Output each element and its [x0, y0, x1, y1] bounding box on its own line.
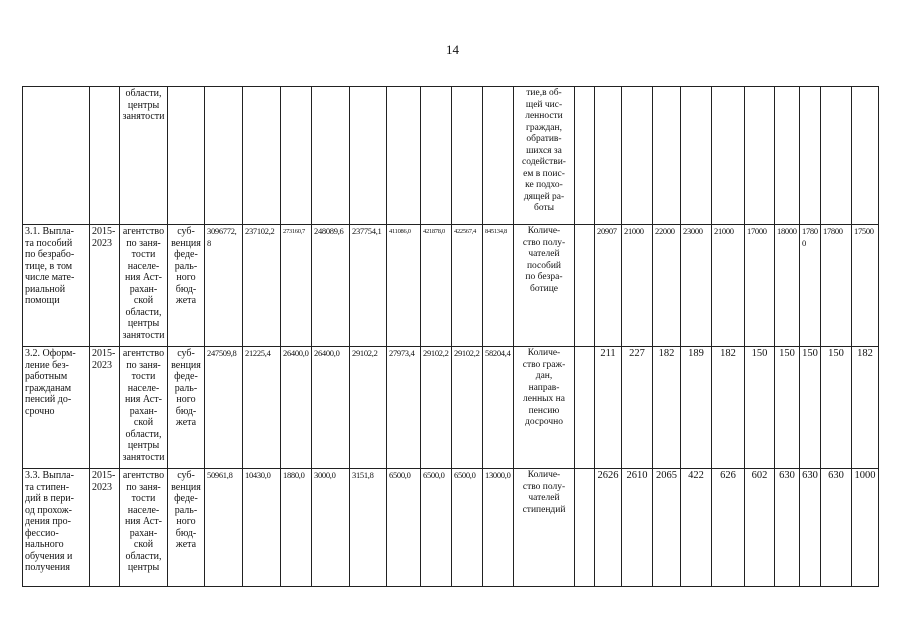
target-value-cell-text: 18000: [777, 226, 797, 236]
target-value-cell: [800, 347, 821, 469]
target-value-cell: [595, 87, 622, 225]
amount-cell: [387, 469, 421, 587]
indicator-cell: [514, 469, 575, 587]
amount-cell: [312, 87, 350, 225]
target-value-cell: [712, 87, 745, 225]
target-value-cell: [821, 225, 852, 347]
target-value-cell-text: 626: [720, 470, 736, 481]
amount-cell: [483, 347, 514, 469]
target-value-cell-text: 17500: [854, 226, 874, 236]
executor-cell-text: агентство по заня- тости населе- ния Аст- рахан- ской области, центры занятости: [122, 226, 165, 341]
period-cell: [90, 347, 120, 469]
target-value-cell: [800, 87, 821, 225]
target-value-cell: [852, 225, 879, 347]
amount-cell: [421, 87, 452, 225]
period-cell: [90, 87, 120, 225]
target-value-cell: [745, 87, 775, 225]
target-value-cell: [852, 87, 879, 225]
target-value-cell: [595, 347, 622, 469]
amount-cell-text: 29102,2: [454, 348, 480, 358]
target-value-cell-text: 1000: [854, 470, 876, 481]
executor-cell: [120, 347, 168, 469]
amount-cell: [483, 225, 514, 347]
amount-cell: [350, 225, 387, 347]
amount-cell: [205, 225, 243, 347]
target-value-cell-text: 227: [629, 348, 645, 359]
target-value-cell-text: 630: [779, 470, 795, 481]
target-value-cell-text: 630: [802, 470, 818, 481]
target-value-cell: [622, 469, 653, 587]
amount-cell-text: 29102,2: [423, 348, 449, 358]
amount-cell-text: 21225,4: [245, 348, 271, 358]
target-value-cell: [775, 225, 800, 347]
target-value-cell-text: 2610: [626, 470, 648, 481]
target-value-cell: [852, 347, 879, 469]
target-value-cell-text: 630: [828, 470, 844, 481]
target-value-cell: [745, 469, 775, 587]
target-value-cell: [745, 347, 775, 469]
activity-name-cell-text: 3.3. Выпла- та стипен- дий в пери- од прохож- дения про- фессио- нального обучения и получения: [25, 470, 74, 573]
indicator-cell-text: тие,в об- щей чис- ленности граждан, обратив- шихся за содействи- ем в поис- ке подхо- дящей ра- боты: [522, 88, 566, 213]
amount-cell-text: 50961,8: [207, 470, 233, 480]
target-value-cell: [681, 469, 712, 587]
amount-cell: [350, 347, 387, 469]
amount-cell: [452, 225, 483, 347]
amount-cell: [281, 225, 312, 347]
amount-cell: [387, 87, 421, 225]
target-value-cell: [821, 347, 852, 469]
period-cell-text: 2015- 2023: [92, 226, 116, 249]
executor-cell: [120, 87, 168, 225]
amount-cell: [312, 225, 350, 347]
period-cell-text: 2015- 2023: [92, 348, 116, 371]
amount-cell: [452, 469, 483, 587]
amount-cell: [243, 87, 281, 225]
amount-cell: [483, 469, 514, 587]
activity-name-cell: [23, 225, 90, 347]
blank-cell: [575, 87, 595, 225]
amount-cell-text: 421878,0: [423, 228, 445, 235]
amount-cell-text: 6500,0: [389, 470, 411, 480]
blank-cell: [575, 347, 595, 469]
target-value-cell: [622, 87, 653, 225]
target-value-cell: [681, 225, 712, 347]
target-value-cell-text: 182: [857, 348, 873, 359]
amount-cell: [387, 225, 421, 347]
amount-cell: [350, 87, 387, 225]
funding-source-cell-text: суб- венция феде- раль- ного бюд- жета: [171, 470, 201, 550]
activity-name-cell: [23, 87, 90, 225]
amount-cell-text: 422567,4: [454, 228, 476, 235]
target-value-cell-text: 211: [600, 348, 616, 359]
amount-cell-text: 13000,0: [485, 470, 511, 480]
target-value-cell: [653, 225, 681, 347]
executor-cell: [120, 225, 168, 347]
executor-cell-text: области, центры занятости: [122, 88, 165, 122]
amount-cell: [350, 469, 387, 587]
amount-cell-text: 248089,6: [314, 226, 344, 236]
activity-name-cell: [23, 347, 90, 469]
amount-cell: [421, 225, 452, 347]
amount-cell-text: 58204,4: [485, 348, 511, 358]
amount-cell: [312, 347, 350, 469]
target-value-cell: [821, 87, 852, 225]
amount-cell-text: 237102,2: [245, 226, 275, 236]
target-value-cell-text: 2626: [597, 470, 619, 481]
amount-cell: [205, 469, 243, 587]
amount-cell-text: 6500,0: [454, 470, 476, 480]
amount-cell: [281, 469, 312, 587]
target-value-cell: [712, 469, 745, 587]
activity-name-cell-text: 3.1. Выпла- та пособий по безрабо- тице, в том числе мате- риальной помощи: [25, 226, 75, 306]
target-value-cell: [595, 225, 622, 347]
indicator-cell: [514, 87, 575, 225]
target-value-cell-text: 150: [802, 348, 818, 359]
indicator-cell: [514, 347, 575, 469]
target-value-cell: [622, 225, 653, 347]
amount-cell: [421, 469, 452, 587]
funding-source-cell-text: суб- венция феде- раль- ного бюд- жета: [171, 226, 201, 306]
indicator-cell: [514, 225, 575, 347]
amount-cell-text: 1880,0: [283, 470, 305, 480]
amount-cell: [452, 347, 483, 469]
target-value-cell: [775, 469, 800, 587]
target-value-cell-text: 20907: [597, 226, 617, 236]
target-value-cell-text: 150: [828, 348, 844, 359]
target-value-cell-text: 17800: [802, 226, 818, 248]
target-value-cell-text: 17000: [747, 226, 767, 236]
amount-cell: [205, 87, 243, 225]
blank-cell: [575, 469, 595, 587]
page-number: 14: [446, 42, 459, 57]
amount-cell-text: 26400,0: [314, 348, 340, 358]
amount-cell: [205, 347, 243, 469]
period-cell: [90, 469, 120, 587]
target-value-cell-text: 150: [779, 348, 795, 359]
period-cell-text: 2015- 2023: [92, 470, 116, 493]
funding-source-cell: [168, 225, 205, 347]
funding-source-cell-text: суб- венция феде- раль- ного бюд- жета: [171, 348, 201, 428]
target-value-cell: [595, 469, 622, 587]
executor-cell-text: агентство по заня- тости населе- ния Аст- рахан- ской области, центры: [122, 470, 165, 573]
amount-cell: [281, 347, 312, 469]
activity-name-cell: [23, 469, 90, 587]
funding-source-cell: [168, 87, 205, 225]
indicator-cell-text: Количе- ство полу- чателей пособий по безра- ботице: [522, 226, 566, 294]
amount-cell: [421, 347, 452, 469]
amount-cell-text: 3000,0: [314, 470, 336, 480]
amount-cell-text: 247509,8: [207, 348, 237, 358]
target-value-cell: [681, 347, 712, 469]
target-value-cell: [653, 469, 681, 587]
target-value-cell: [653, 87, 681, 225]
amount-cell-text: 273160,7: [283, 228, 305, 235]
amount-cell: [243, 347, 281, 469]
target-value-cell-text: 21000: [714, 226, 734, 236]
blank-cell: [575, 225, 595, 347]
target-value-cell: [821, 469, 852, 587]
amount-cell-text: 6500,0: [423, 470, 445, 480]
target-value-cell: [852, 469, 879, 587]
target-value-cell: [622, 347, 653, 469]
amount-cell: [243, 469, 281, 587]
funding-source-cell: [168, 469, 205, 587]
target-value-cell-text: 17800: [823, 226, 843, 236]
target-value-cell-text: 602: [751, 470, 768, 481]
amount-cell-text: 29102,2: [352, 348, 378, 358]
amount-cell-text: 411086,0: [389, 228, 411, 235]
amount-cell-text: 3151,8: [352, 470, 374, 480]
table-row: [23, 225, 879, 347]
target-value-cell: [712, 347, 745, 469]
target-value-cell-text: 182: [658, 348, 675, 359]
target-value-cell-text: 2065: [656, 470, 677, 481]
program-activities-table: [22, 86, 879, 587]
target-value-cell: [653, 347, 681, 469]
target-value-cell: [775, 347, 800, 469]
amount-cell-text: 3096772,8: [207, 226, 237, 248]
target-value-cell: [712, 225, 745, 347]
table-row: [23, 87, 879, 225]
target-value-cell-text: 182: [720, 348, 736, 359]
table-row: [23, 469, 879, 587]
target-value-cell-text: 422: [688, 470, 704, 481]
target-value-cell: [800, 225, 821, 347]
indicator-cell-text: Количе- ство полу- чателей стипендий: [522, 470, 566, 515]
amount-cell: [281, 87, 312, 225]
amount-cell-text: 26400,0: [283, 348, 309, 358]
amount-cell: [243, 225, 281, 347]
target-value-cell-text: 21000: [624, 226, 644, 236]
target-value-cell-text: 189: [688, 348, 704, 359]
amount-cell: [312, 469, 350, 587]
executor-cell: [120, 469, 168, 587]
target-value-cell: [800, 469, 821, 587]
executor-cell-text: агентство по заня- тости населе- ния Аст- рахан- ской области, центры занятости: [122, 348, 165, 463]
target-value-cell-text: 150: [751, 348, 768, 359]
amount-cell-text: 237754,1: [352, 226, 382, 236]
activity-name-cell-text: 3.2. Оформ- ление без- работным гражданам пенсий до- срочно: [25, 348, 76, 417]
target-value-cell-text: 22000: [655, 226, 675, 236]
funding-source-cell: [168, 347, 205, 469]
period-cell: [90, 225, 120, 347]
amount-cell-text: 27973,4: [389, 348, 415, 358]
amount-cell-text: 10430,0: [245, 470, 271, 480]
amount-cell-text: 845134,8: [485, 228, 507, 235]
target-value-cell: [681, 87, 712, 225]
target-value-cell-text: 23000: [683, 226, 703, 236]
indicator-cell-text: Количе- ство граж- дан, направ- ленных на пенсию досрочно: [522, 348, 566, 427]
table-row: [23, 347, 879, 469]
amount-cell: [452, 87, 483, 225]
target-value-cell: [775, 87, 800, 225]
amount-cell: [387, 347, 421, 469]
target-value-cell: [745, 225, 775, 347]
amount-cell: [483, 87, 514, 225]
